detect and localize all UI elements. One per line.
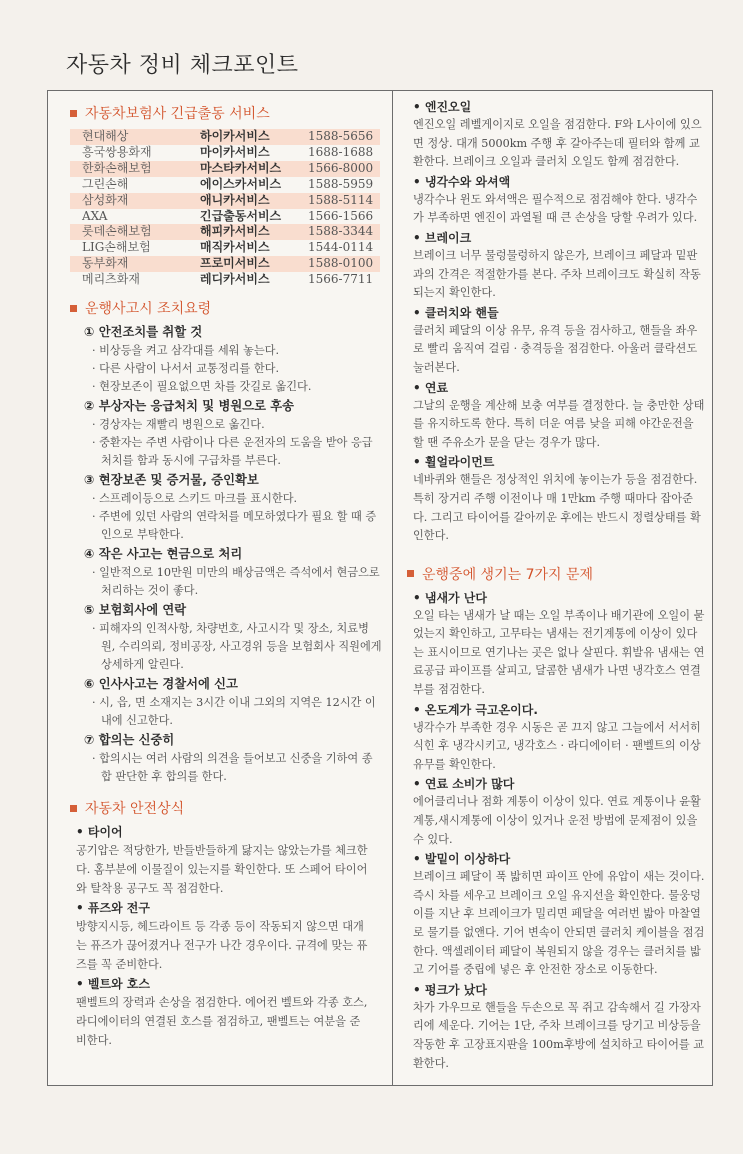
item-title: • 클러치와 핸들 [413,305,499,320]
service-name: 하이카서비스 [200,129,308,145]
safety-tips [70,824,384,1050]
section-heading-problems [407,564,709,584]
step-title: ⑦ 합의는 신중히 [84,733,175,748]
item-text: 특히 장거리 주행 이전이나 매 1만km 주행 때마다 잡아준 [413,491,693,505]
step-text: 내에 신고한다. [101,714,173,728]
step-text: 원, 수리의뢰, 정비공장, 사고경위 등을 보험회사 직원에게 [101,640,382,654]
item-text: 유무를 확인한다. [413,757,496,771]
section-title: 자동차보험사 긴급출동 서비스 [85,106,270,122]
step-text: 인으로 부탁한다. [101,528,184,542]
phone-number: 1588-0100 [308,256,380,272]
step-text: 처치를 함과 동시에 구급차를 부른다. [101,454,281,468]
item-text: 할 땐 주유소가 문을 닫는 경우가 많다. [413,435,601,449]
item-text: 고 기어를 중립에 넣은 후 안전한 장소로 이동한다. [413,963,658,977]
item-text: 냉각수가 부족한 경우 시동은 곧 끄지 않고 그늘에서 서서히 [413,720,701,734]
step-text: · 일반적으로 10만원 미만의 배상금액은 즉석에서 현금으로 [92,566,380,580]
item-text: 환한다. 브레이크 오일과 클러치 오일도 함께 점검한다. [413,155,680,169]
item-title: • 펑크가 났다 [413,982,487,997]
phone-number: 1544-0114 [308,240,374,255]
table-row [70,129,380,145]
item-title: • 온도계가 극고온이다. [413,702,538,717]
phone-number: 1566-7711 [308,272,374,287]
item-text: 팬벨트의 장력과 손상을 점검한다. 에어컨 벨트와 각종 호스, [76,996,368,1010]
insurer-name: 그린손해 [82,176,129,191]
step-text: · 시, 읍, 면 소재지는 3시간 이내 그외의 지역은 12시간 이 [92,696,376,710]
table-row [70,224,380,240]
step-text: 상세하게 알린다. [101,658,184,672]
step-title: ⑥ 인사사고는 경찰서에 신고 [84,677,238,692]
item-title: • 타이어 [76,825,123,840]
item-text: 오일 타는 냄새가 날 때는 오일 부족이나 배기관에 오일이 묻 [413,608,705,622]
step-text: · 비상등을 켜고 삼각대를 세워 놓는다. [92,344,280,358]
left-column [48,91,393,1085]
item-text: 로 물기를 없앤다. 기어 변속이 안되면 클러치 케이블을 점검 [413,926,705,939]
item-title: • 휠얼라이먼트 [413,455,495,470]
item-text: 눌러본다. [413,360,460,374]
service-name: 레디카서비스 [200,272,270,287]
item-text: 와 탈착용 공구도 꼭 점검한다. [76,882,224,896]
step-title: ⑤ 보험회사에 연락 [84,603,187,618]
item-text: 즈를 꼭 준비한다. [76,958,163,972]
item-text: 작동한 후 고장표지판을 100m후방에 설치하고 타이어를 교 [413,1037,705,1051]
item-text: 네바퀴와 핸들은 정상적인 위치에 놓이는가 등을 점검한다. [413,473,698,487]
step-text: 합 판단한 후 합의를 한다. [101,770,227,784]
table-row [70,240,380,256]
step-title: ④ 작은 사고는 현금으로 처리 [84,547,243,562]
item-text: 는 표시이므로 연기나는 곳은 없나 살핀다. 휘발유 냄새는 연 [413,645,705,659]
right-column [393,91,713,1085]
section-heading-services [70,103,384,123]
insurer-name: 동부화재 [70,256,200,272]
problem-items [407,590,709,1073]
step-text: · 주변에 있던 사람의 연락처를 메모하였다가 필요 할 때 증 [92,510,377,524]
service-name: 해피카서비스 [200,224,308,240]
insurer-name: LIG손해보험 [82,240,151,255]
item-title: • 퓨즈와 전구 [76,901,150,916]
item-text: 에어클리너나 점화 계통이 이상이 있다. 연료 계통이나 윤활 [413,795,701,809]
step-text: 처리하는 것이 좋다. [101,584,199,598]
item-title: • 냉각수와 와셔액 [413,174,511,189]
item-text: 환한다. [413,1056,449,1070]
insurer-name: AXA [82,208,108,223]
step-text: · 중환자는 주변 사람이나 다른 운전자의 도움을 받아 응급 [92,436,373,450]
table-row [70,256,380,272]
square-bullet-icon [407,570,414,577]
item-title: • 벨트와 호스 [76,977,150,992]
square-bullet-icon [70,805,77,812]
item-text: 가 부족하면 엔진이 과열될 때 큰 손상을 당할 우려가 있다. [413,211,698,225]
page-title: 자동차 정비 체크포인트 [66,53,299,78]
item-text: 수 있다. [413,832,453,846]
table-row [70,145,380,161]
item-text: 브레이크 페달이 푹 밟히면 파이프 안에 유압이 새는 것이다. [413,870,705,884]
phone-number: 1588-3344 [308,224,380,240]
item-text: 부를 점검한다. [413,683,485,697]
insurer-name: 현대해상 [70,129,200,145]
service-table [70,129,380,288]
table-row [70,193,380,209]
section-heading-accident [70,298,384,318]
service-name: 애니카서비스 [200,193,308,209]
step-title: ③ 현장보존 및 증거물, 증인확보 [84,473,259,488]
phone-number: 1588-5656 [308,129,380,145]
item-text: 즉시 차를 세우고 브레이크 오일 유지선을 확인한다. 물웅덩 [413,888,701,902]
item-text: 었는지 확인하고, 고무타는 냄새는 전기계통에 이상이 있다 [413,627,698,641]
table-row [70,209,380,225]
service-name: 긴급출동서비스 [200,208,282,223]
item-text: 계통,새시계통에 이상이 있거나 운전 방법에 문제점이 있을 [413,814,698,828]
item-text: 공기압은 적당한가, 반들반들하게 닳지는 않았는가를 체크한 [76,844,368,858]
item-text: 식힌 후 냉각시키고, 냉각호스 · 라디에이터 · 팬벨트의 이상 [413,739,701,753]
item-text: 비한다. [76,1034,112,1048]
item-text: 엔진오일 레벨게이지로 오일을 점검한다. F와 L사이에 있으 [413,118,702,131]
table-row [70,272,380,288]
check-items [407,99,709,546]
step-text: · 경상자는 재빨리 병원으로 옮긴다. [92,418,265,432]
section-heading-safety [70,798,384,818]
insurer-name: 메리츠화재 [82,272,140,287]
item-text: 되는지 확인한다. [413,286,496,300]
item-text: 인한다. [413,529,449,543]
item-text: 한다. 액셀레이터 페달이 복원되지 않을 경우는 클러치를 밟 [413,944,701,958]
step-title: ① 안전조치를 취할 것 [84,325,203,340]
step-text: · 현장보존이 필요없으면 차를 갓길로 옮긴다. [92,380,312,394]
accident-steps [70,324,384,786]
phone-number: 1588-5959 [308,176,374,191]
item-title: • 연료 소비가 많다 [413,777,515,792]
item-title: • 발밑이 이상하다 [413,852,511,867]
section-title: 운행중에 생기는 7가지 문제 [422,566,594,583]
item-text: 는 퓨즈가 끊어졌거나 전구가 나간 경우이다. 규격에 맞는 퓨 [76,939,368,953]
square-bullet-icon [70,110,77,117]
item-text: 리에 세운다. 기어는 1단, 주차 브레이크를 당기고 비상등을 [413,1019,701,1033]
item-text: 차가 가우므로 핸들을 두손으로 꼭 쥐고 감속해서 길 가장자 [413,1000,701,1014]
phone-number: 1688-1688 [308,144,374,159]
step-title: ② 부상자는 응급처치 및 병원으로 후송 [84,399,294,414]
service-name: 매직카서비스 [200,240,270,255]
section-title: 자동차 안전상식 [85,801,185,818]
section-title: 운행사고시 조치요령 [85,301,212,318]
service-name: 에이스카서비스 [200,176,282,191]
step-text: · 다른 사람이 나서서 교통정리를 한다. [92,362,280,376]
table-row [70,161,380,177]
item-text: 브레이크 너무 물렁물렁하지 않은가, 브레이크 페달과 밑판 [413,248,698,262]
item-text: 방향지시등, 헤드라이트 등 각종 등이 작동되지 않으면 대개 [76,920,364,934]
item-title: • 엔진오일 [413,100,472,114]
service-name: 프로미서비스 [200,256,308,272]
step-text: · 피해자의 인적사항, 차량번호, 사고시각 및 장소, 치료병 [92,622,369,636]
content-box [47,90,713,1086]
item-text: 로 빨리 움직여 걸림 · 충격등을 점검한다. 아울러 클락션도 [413,342,698,356]
service-name: 마이카서비스 [200,144,270,159]
step-text: · 스프레이등으로 스키드 마크를 표시한다. [92,492,298,506]
phone-number: 1588-5114 [308,193,380,209]
insurer-name: 흥국쌍용화재 [82,144,152,159]
item-title: • 브레이크 [413,230,472,245]
item-text: 료공급 파이프를 살피고, 달콤한 냄새가 나면 냉각호스 연결 [413,664,701,678]
item-text: 이를 지난 후 브레이크가 밀리면 페달을 여러번 밟아 마찰열 [413,907,701,921]
item-text: 면 정상. 대개 5000km 주행 후 갈아주는데 필터와 함께 교 [413,136,700,150]
service-name: 마스타카서비스 [200,161,308,177]
item-title: • 연료 [413,380,449,395]
item-text: 그날의 운행을 계산해 보충 여부를 결정한다. 늘 충만한 상태 [413,398,705,412]
item-text: 클러치 페달의 이상 유무, 유격 등을 검사하고, 핸들을 좌우 [413,323,698,337]
item-text: 라디에이터의 연결된 호스를 점검하고, 팬벨트는 여분을 준 [76,1015,361,1029]
phone-number: 1566-8000 [308,161,380,177]
step-text: · 합의시는 여러 사람의 의견을 들어보고 신중을 기하여 종 [92,752,373,766]
insurer-name: 삼성화재 [70,193,200,209]
square-bullet-icon [70,305,77,312]
item-text: 를 유지하도록 한다. 특히 더운 여름 낮을 피해 야간운전을 [413,417,694,431]
item-title: • 냄새가 난다 [413,590,487,605]
item-text: 냉각수나 윈도 와셔액은 필수적으로 점검해야 한다. 냉각수 [413,192,698,206]
item-text: 다. 홈부분에 이물질이 있는지를 확인한다. 또 스페어 타이어 [76,863,368,877]
phone-number: 1566-1566 [308,208,374,223]
item-text: 다. 그리고 타이어를 갈아끼운 후에는 반드시 정렬상태를 확 [413,510,701,524]
insurer-name: 롯데손해보험 [70,224,200,240]
table-row [70,177,380,193]
insurer-name: 한화손해보험 [70,161,200,177]
item-text: 과의 간격은 적절한가를 본다. 주차 브레이크도 확실히 작동 [413,267,701,281]
